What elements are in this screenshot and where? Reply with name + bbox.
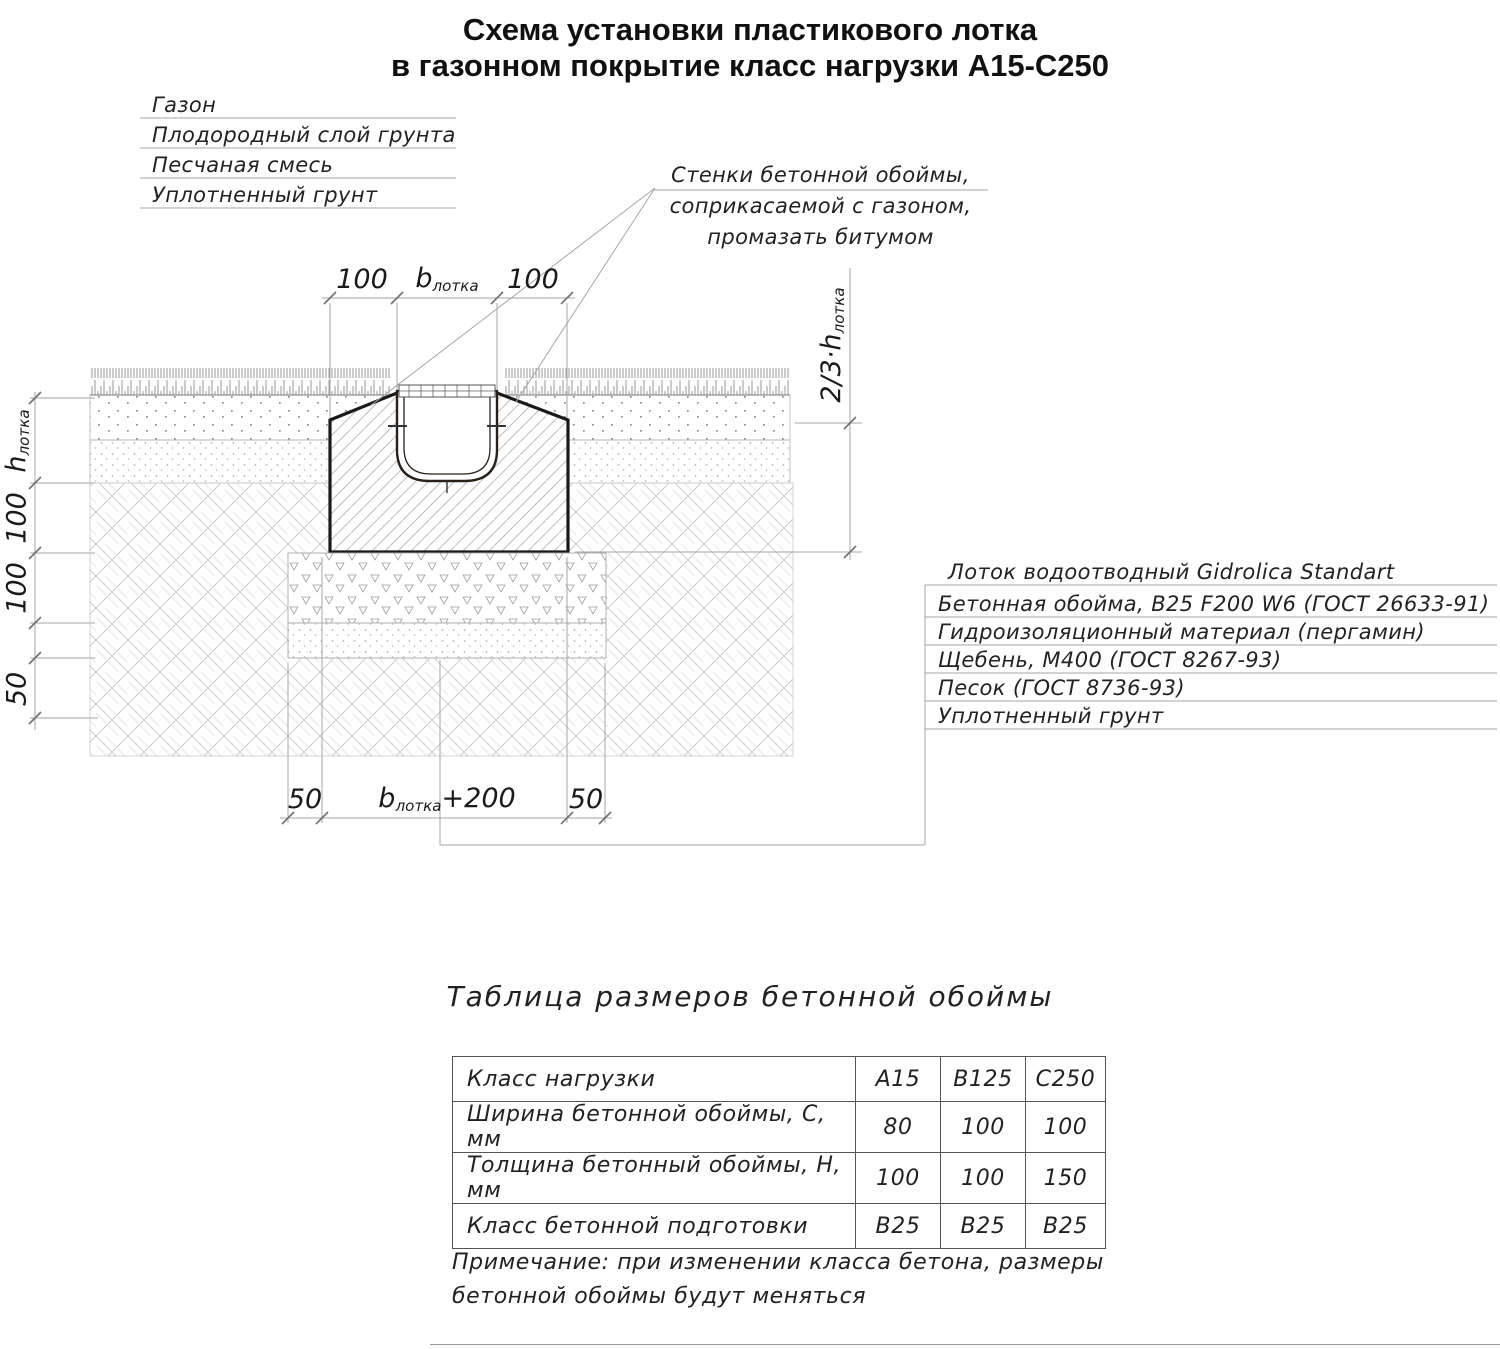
dim-left-50: 50 — [1, 671, 33, 707]
label-topsoil: Плодородный слой грунта — [152, 123, 456, 147]
cell-thickness-c250: 150 — [1026, 1153, 1106, 1204]
dim-top-left-100: 100 — [336, 264, 388, 295]
cell-width-b125: 100 — [941, 1102, 1026, 1153]
dim-left-h-main: h — [0, 455, 32, 473]
callout-compacted-soil: Уплотненный грунт — [938, 704, 1164, 728]
cell-width-label: Ширина бетонной обоймы, С, мм — [453, 1102, 856, 1153]
dim-left-h-lotka — [1, 409, 33, 472]
table-title: Таблица размеров бетонной обоймы — [446, 980, 1054, 1013]
dim-bottom-left-50: 50 — [287, 784, 323, 815]
dim-left-100b: 100 — [1, 562, 33, 614]
label-compacted-soil: Уплотненный грунт — [152, 183, 378, 207]
table-note-line2: бетонной обоймы будут меняться — [452, 1284, 867, 1309]
dim-top-right-100: 100 — [507, 264, 559, 295]
label-lawn: Газон — [152, 93, 217, 117]
table-row-concrete-class — [453, 1204, 1106, 1249]
left-dim-extensions — [30, 398, 98, 718]
cell-load-b125: В125 — [941, 1057, 1026, 1102]
cell-load-c250: С250 — [1026, 1057, 1106, 1102]
table-note-line1: Примечание: при изменении класса бетона, размеры — [452, 1250, 1104, 1275]
cell-concrete-class-a15: В25 — [856, 1204, 941, 1249]
cell-thickness-b125: 100 — [941, 1153, 1026, 1204]
table-row-width — [453, 1102, 1106, 1153]
frame-bottom-line — [430, 1344, 1500, 1345]
bitumen-note-line3: промазать битумом — [707, 225, 934, 249]
table-row-thickness — [453, 1153, 1106, 1204]
grass-layer-left — [90, 368, 390, 395]
dim-top-width-main: b — [415, 262, 433, 294]
callout-channel: Лоток водоотводный Gidrolica Standart — [948, 560, 1395, 584]
table-note — [452, 1246, 1104, 1314]
dim-bottom-width-sub: лотка — [395, 797, 442, 815]
cell-thickness-label: Толщина бетонный обоймы, Н, мм — [453, 1153, 856, 1204]
bitumen-note-line1: Стенки бетонной обоймы, — [671, 163, 970, 187]
sand-bed — [288, 623, 606, 658]
grass-layer-right — [505, 368, 790, 395]
page-title-line1: Схема установки пластикового лотка — [462, 12, 1038, 47]
dim-bottom-width — [378, 783, 515, 815]
cell-load-class-label: Класс нагрузки — [453, 1057, 856, 1102]
table-row-load-class — [453, 1057, 1106, 1102]
gravel-bed — [288, 553, 606, 623]
cell-concrete-class-label: Класс бетонной подготовки — [453, 1204, 856, 1249]
dim-left-100a: 100 — [1, 492, 33, 544]
cell-load-a15: А15 — [856, 1057, 941, 1102]
cell-width-a15: 80 — [856, 1102, 941, 1153]
dim-right-two-thirds-h — [816, 287, 848, 402]
page-title-line2: в газонном покрытие класс нагрузки А15-С250 — [390, 48, 1110, 83]
bitumen-note-line2: соприкасаемой с газоном, — [669, 194, 972, 218]
dim-bottom-width-main: b — [378, 782, 396, 814]
callout-sand: Песок (ГОСТ 8736-93) — [938, 676, 1185, 700]
label-sand-mix: Песчаная смесь — [152, 153, 334, 177]
callout-concrete: Бетонная обойма, B25 F200 W6 (ГОСТ 26633-91) — [938, 592, 1490, 616]
dim-bottom-right-50: 50 — [568, 784, 604, 815]
channel-inner-wall — [404, 391, 490, 474]
dim-left-h-sub: лотка — [15, 409, 34, 456]
cell-thickness-a15: 100 — [856, 1153, 941, 1204]
dim-bottom-width-suffix: +200 — [441, 782, 516, 814]
dim-top-width — [415, 263, 478, 295]
dim-right-sub: лотка — [830, 287, 849, 334]
dim-top-width-sub: лотка — [432, 277, 479, 295]
dim-right-main: 2/3·h — [815, 333, 847, 403]
size-table — [452, 1056, 1106, 1249]
cell-concrete-class-c250: В25 — [1026, 1204, 1106, 1249]
callout-crushed-stone: Щебень, М400 (ГОСТ 8267-93) — [938, 648, 1282, 672]
cell-width-c250: 100 — [1026, 1102, 1106, 1153]
bitumen-note — [648, 160, 993, 253]
cell-concrete-class-b125: В25 — [941, 1204, 1026, 1249]
callout-waterproofing: Гидроизоляционный материал (пергамин) — [938, 620, 1426, 644]
